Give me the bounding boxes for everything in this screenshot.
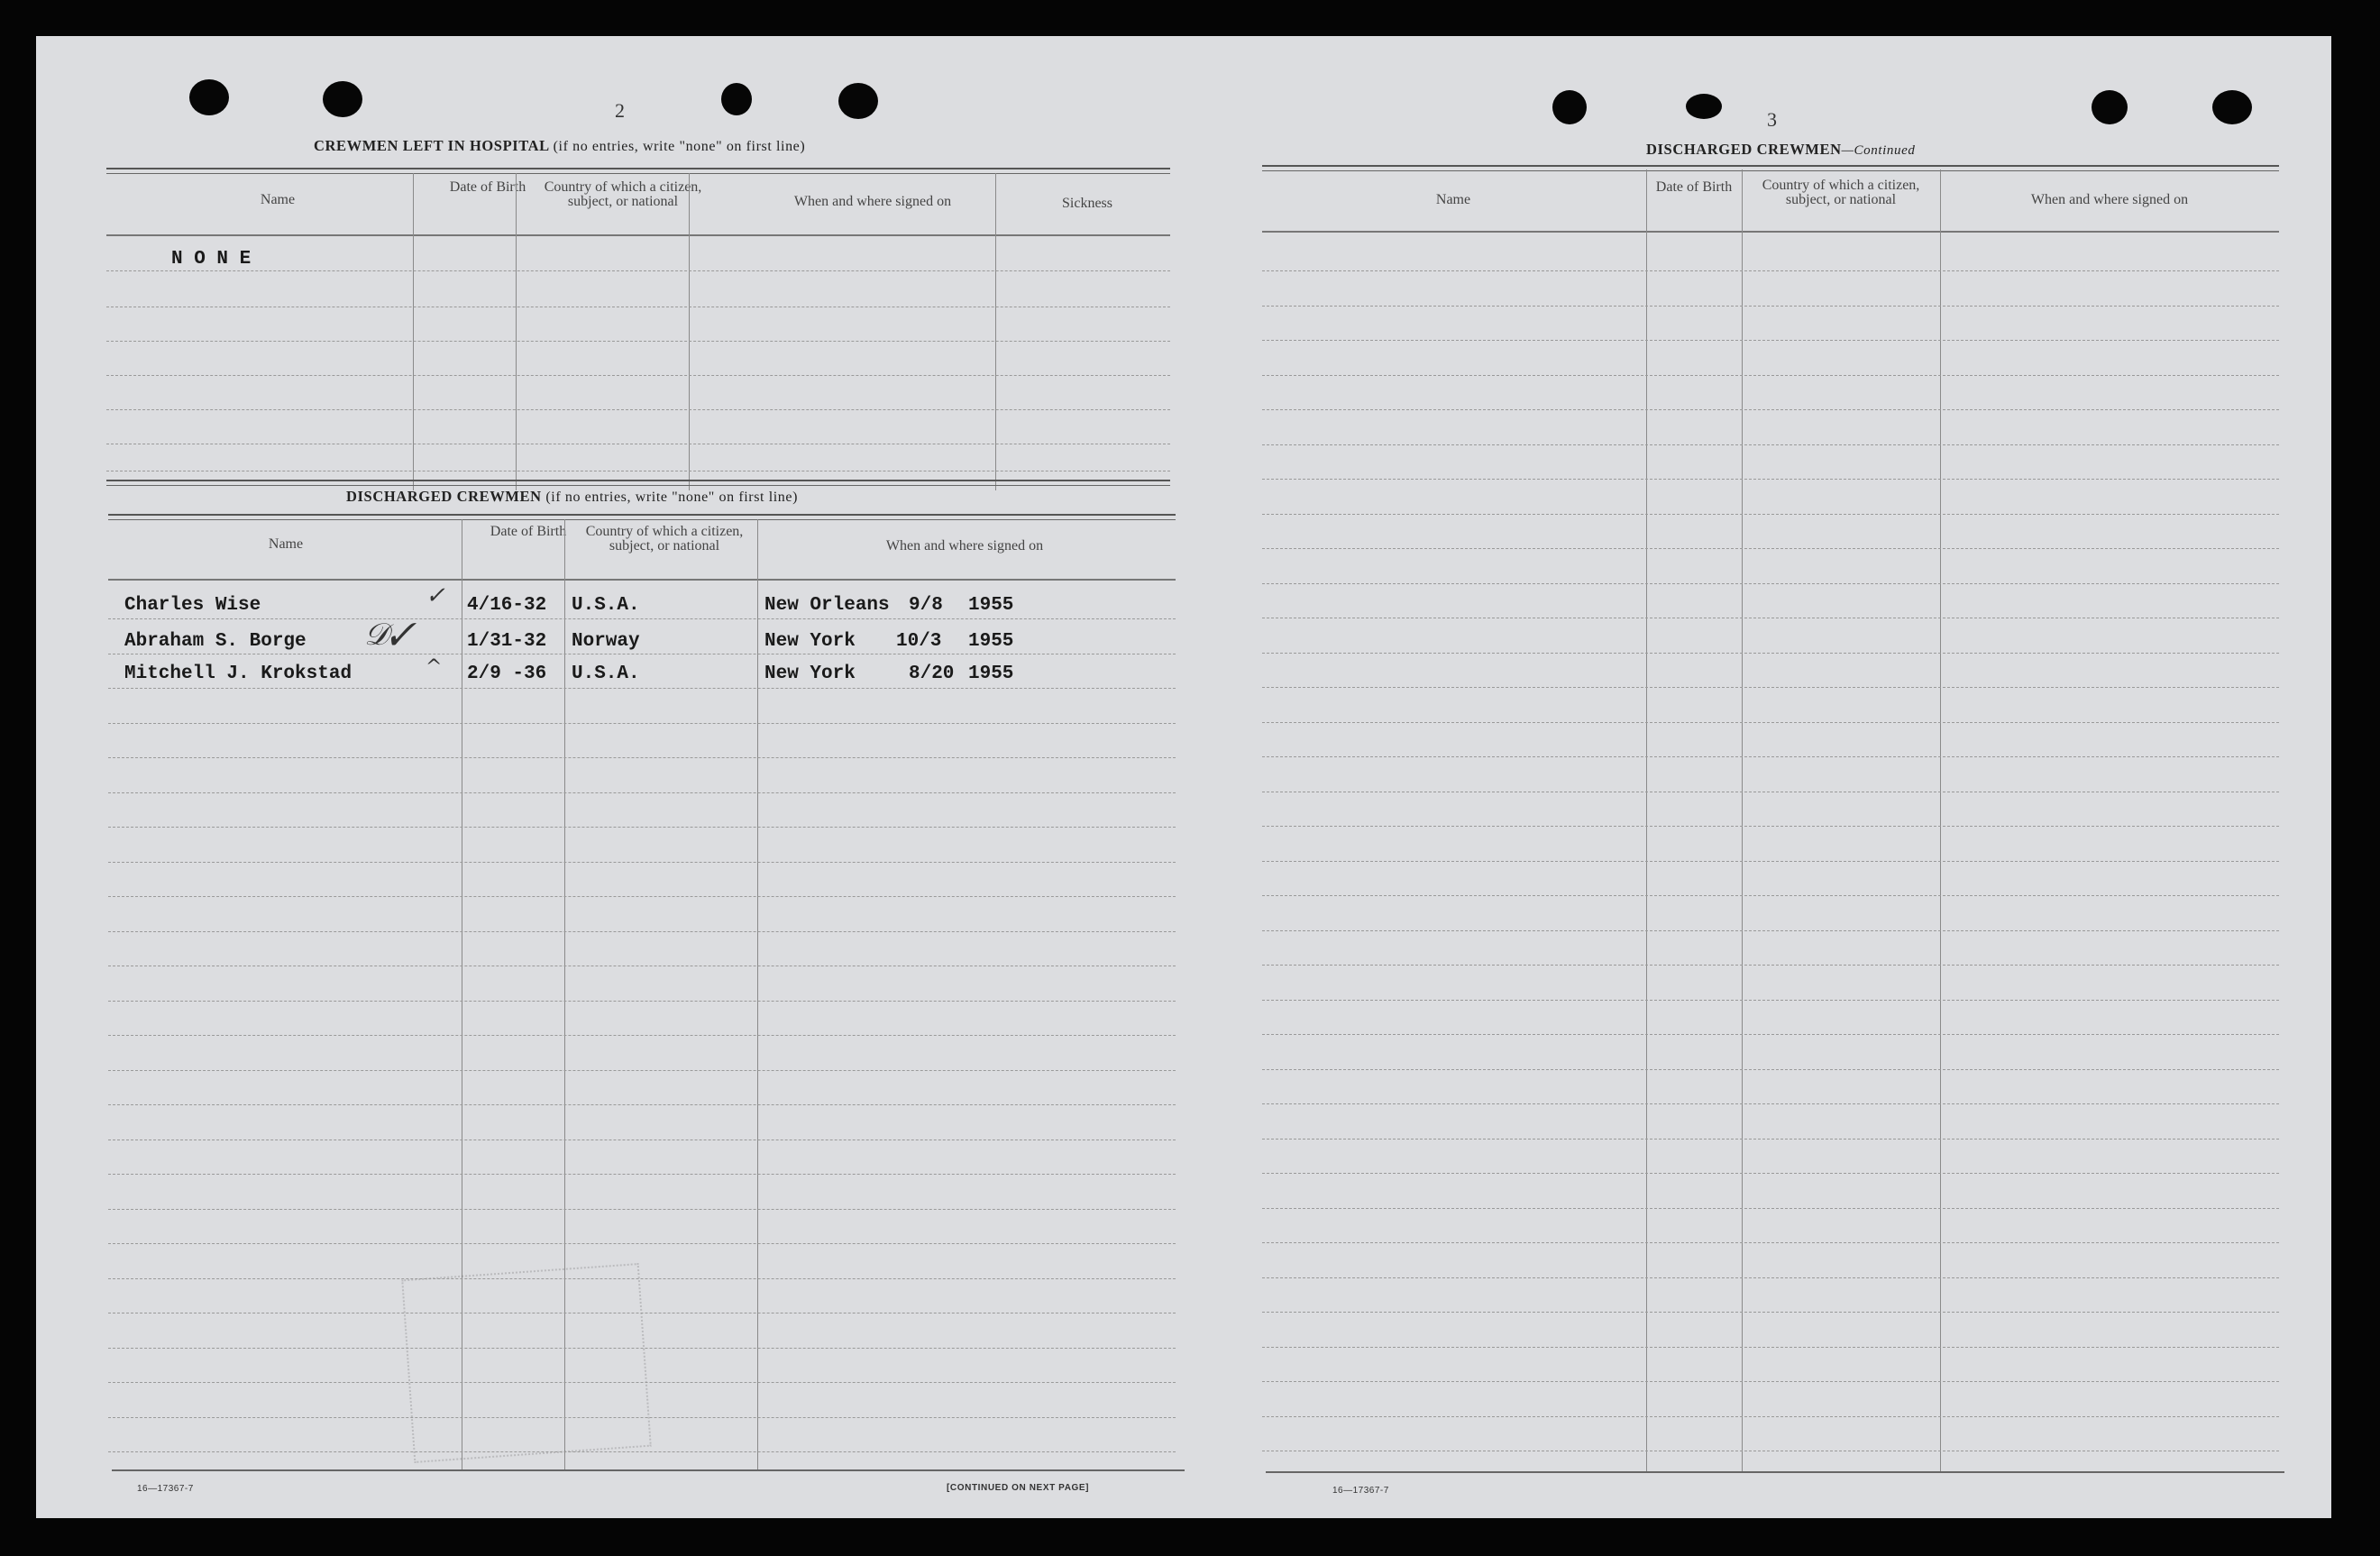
punch-hole: [323, 81, 362, 117]
ruled-line: [1262, 687, 2279, 688]
ruled-line: [1262, 1034, 2279, 1035]
crew-3-date: 8/20: [909, 664, 955, 684]
hospital-top-rule: [106, 168, 1170, 174]
ruled-line: [1262, 548, 2279, 549]
ruled-line: [1262, 1069, 2279, 1070]
right-top-rule: [1262, 165, 2279, 171]
punch-hole: [1686, 94, 1722, 119]
crew-2-date: 10/3: [896, 631, 942, 652]
discharged-header-name: Name: [268, 536, 304, 552]
hospital-line: [106, 270, 1170, 271]
right-page: [1190, 36, 2331, 1518]
hospital-title-note: (if no entries, write "none" on first line): [553, 139, 806, 154]
discharged-title-note: (if no entries, write "none" on first line): [545, 490, 799, 505]
crew-2-year: 1955: [968, 631, 1014, 652]
ruled-line: [108, 1243, 1176, 1244]
discharged-header-dob: Date of Birth: [490, 524, 567, 539]
ruled-line: [1262, 1416, 2279, 1417]
ruled-line: [108, 1174, 1176, 1175]
form-number: 16—17367-7: [1332, 1486, 1389, 1496]
ruled-line: [108, 1209, 1176, 1210]
discharged-header-signed: When and where signed on: [885, 538, 1044, 554]
ruled-line: [108, 827, 1176, 828]
right-header-signed: When and where signed on: [2030, 192, 2189, 207]
punch-hole: [721, 83, 752, 115]
punch-hole: [838, 83, 878, 119]
ruled-line: [1262, 1381, 2279, 1382]
ruled-line: [108, 792, 1176, 793]
crew-1-name: Charles Wise: [124, 595, 261, 616]
hospital-line: [106, 375, 1170, 376]
hospital-section-title: [314, 137, 805, 155]
hospital-header-rule: [106, 234, 1170, 236]
page-number: 3: [1767, 108, 1777, 131]
crew-2-name: Abraham S. Borge: [124, 631, 307, 652]
hospital-entry-none: N O N E: [171, 249, 252, 270]
right-title-text: DISCHARGED CREWMEN: [1646, 141, 1842, 158]
ruled-line: [1262, 1000, 2279, 1001]
hospital-header-country: Country of which a citizen, subject, or national: [544, 179, 702, 209]
right-section-title: [1646, 141, 1915, 159]
ruled-line: [108, 1035, 1176, 1036]
ruled-line: [108, 723, 1176, 724]
ruled-line: [1262, 826, 2279, 827]
right-header-country: Country of which a citizen, subject, or national: [1762, 178, 1920, 207]
discharged-section-title: [346, 488, 798, 506]
punch-hole: [2092, 90, 2128, 124]
right-col-divider: [1646, 169, 1647, 1471]
hospital-header-dob: Date of Birth: [449, 179, 526, 195]
ruled-line: [108, 1104, 1176, 1105]
ruled-line: [108, 1070, 1176, 1071]
discharged-header-country: Country of which a citizen, subject, or national: [585, 524, 744, 554]
ruled-line: [1262, 306, 2279, 307]
crew-1-place: New Orleans: [764, 595, 890, 616]
ruled-line: [1262, 1208, 2279, 1209]
ruled-line: [1262, 1173, 2279, 1174]
ruled-line: [1262, 756, 2279, 757]
crew-3-dob: 2/9 -36: [467, 664, 547, 684]
hospital-line: [106, 341, 1170, 342]
ruled-line: [108, 896, 1176, 897]
crew-3-country: U.S.A.: [572, 664, 640, 684]
ruled-line: [1262, 1242, 2279, 1243]
ruled-line: [108, 1382, 1176, 1383]
check-mark: ✓: [426, 582, 445, 609]
handwritten-mark: 𝒟✓: [364, 617, 412, 653]
crew-1-year: 1955: [968, 595, 1014, 616]
ruled-line: [1262, 1312, 2279, 1313]
crew-1-country: U.S.A.: [572, 595, 640, 616]
page-number: 2: [615, 99, 625, 122]
punch-hole: [1552, 90, 1587, 124]
ruled-line: [1262, 583, 2279, 584]
ruled-line: [1262, 653, 2279, 654]
ruled-line: [1262, 409, 2279, 410]
check-mark: ^: [426, 656, 443, 679]
document-sheet: [36, 36, 2331, 1518]
ruled-line: [1262, 965, 2279, 966]
ruled-line: [1262, 1103, 2279, 1104]
ruled-line: [1262, 375, 2279, 376]
ruled-line: [1262, 1277, 2279, 1278]
ruled-line: [1262, 930, 2279, 931]
hospital-bottom-rule: [106, 480, 1170, 486]
crew-1-dob: 4/16-32: [467, 595, 547, 616]
ruled-line: [108, 688, 1176, 689]
ruled-line: [108, 618, 1176, 619]
crew-3-place: New York: [764, 664, 856, 684]
right-header-rule: [1262, 231, 2279, 233]
ruled-line: [1262, 722, 2279, 723]
ruled-line: [108, 757, 1176, 758]
faint-stamp: [401, 1263, 652, 1463]
punch-hole: [189, 79, 229, 115]
continued-note: [CONTINUED ON NEXT PAGE]: [947, 1483, 1090, 1493]
ruled-line: [1262, 270, 2279, 271]
left-page: [36, 36, 1190, 1518]
right-header-dob: Date of Birth: [1655, 179, 1733, 195]
right-col-divider: [1940, 169, 1941, 1471]
discharged-header-rule: [108, 579, 1176, 581]
right-col-divider: [1742, 169, 1743, 1471]
ruled-line: [1262, 861, 2279, 862]
ruled-line: [1262, 340, 2279, 341]
hospital-header-sickness: Sickness: [1062, 196, 1112, 211]
ruled-line: [1262, 1139, 2279, 1140]
ruled-line: [1262, 479, 2279, 480]
ruled-line: [108, 862, 1176, 863]
crew-2-dob: 1/31-32: [467, 631, 547, 652]
form-number: 16—17367-7: [137, 1484, 194, 1494]
ruled-line: [108, 1001, 1176, 1002]
right-title-suffix: —Continued: [1841, 143, 1916, 158]
hospital-header-name: Name: [260, 192, 296, 207]
discharged-col-divider: [757, 519, 758, 1469]
ruled-line: [108, 931, 1176, 932]
discharged-top-rule: [108, 514, 1176, 520]
punch-hole: [2212, 90, 2252, 124]
ruled-line: [108, 1348, 1176, 1349]
hospital-line: [106, 409, 1170, 410]
ruled-line: [108, 1278, 1176, 1279]
ruled-line: [108, 1417, 1176, 1418]
ruled-line: [108, 1451, 1176, 1452]
crew-2-country: Norway: [572, 631, 640, 652]
crew-2-place: New York: [764, 631, 856, 652]
crew-1-date: 9/8: [909, 595, 943, 616]
ruled-line: [1262, 514, 2279, 515]
crew-3-name: Mitchell J. Krokstad: [124, 664, 352, 684]
hospital-title-text: CREWMEN LEFT IN HOSPITAL: [314, 137, 549, 154]
discharged-title-text: DISCHARGED CREWMEN: [346, 488, 542, 505]
crew-3-year: 1955: [968, 664, 1014, 684]
discharged-bottom-rule: [112, 1469, 1185, 1471]
right-header-name: Name: [1435, 192, 1471, 207]
ruled-line: [1262, 1347, 2279, 1348]
hospital-header-signed: When and where signed on: [793, 194, 952, 209]
right-bottom-rule: [1266, 1471, 2284, 1473]
ruled-line: [1262, 895, 2279, 896]
ruled-line: [1262, 444, 2279, 445]
